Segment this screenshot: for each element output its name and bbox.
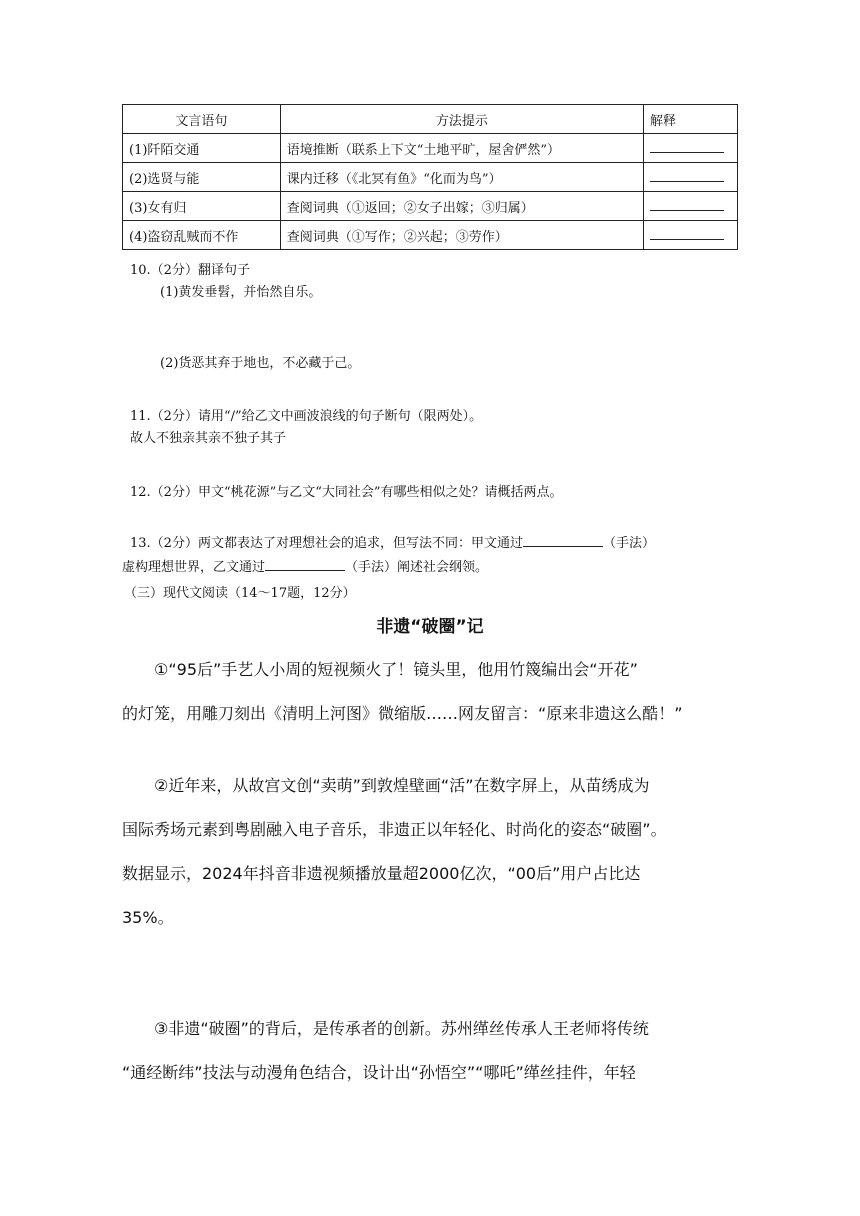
table-header-row: [123, 105, 738, 134]
paragraph-line: “通经断纬”技法与动漫角色结合，设计出“孙悟空”“哪吒”缂丝挂件，年轻: [122, 1063, 636, 1082]
article-paragraph-1: [122, 648, 742, 736]
answer-blank[interactable]: [650, 227, 724, 240]
question-12-stem: 12.（2分）甲文“桃花源”与乙文“大同社会”有哪些相似之处？请概括两点。: [130, 485, 563, 500]
question-13-part-1: 13.（2分）两文都表达了对理想社会的追求，但写法不同：甲文通过: [130, 536, 523, 551]
question-10-sentence-1: (1)黄发垂髫，并怡然自乐。: [160, 285, 322, 300]
table-header-explanation: 解释: [644, 105, 738, 134]
question-10-sentence-2: (2)货恶其弃于地也，不必藏于己。: [160, 356, 361, 371]
table-cell-answer: [644, 134, 738, 163]
question-13-line-1: [130, 532, 655, 551]
table-row: [123, 221, 738, 250]
article-paragraph-3: [122, 1007, 742, 1095]
vocabulary-table: [122, 104, 738, 250]
table-cell-hint: 课内迁移（《北冥有鱼》“化而为鸟”）: [280, 163, 643, 192]
article-paragraph-2: [122, 764, 742, 940]
paragraph-line: 的灯笼，用雕刀刻出《清明上河图》微缩版……网友留言：“原来非遗这么酷！”: [122, 704, 683, 723]
paragraph-line: ①“95后”手艺人小周的短视频火了！镜头里，他用竹篾编出会“开花”: [122, 660, 638, 679]
question-10-stem: 10.（2分）翻译句子: [130, 263, 250, 278]
table-header-hint: 方法提示: [280, 105, 643, 134]
question-13-part-3: 虚构理想世界，乙文通过: [122, 560, 266, 575]
answer-blank[interactable]: [265, 558, 345, 571]
table-cell-sentence: (2)选贤与能: [123, 163, 281, 192]
section-heading: （三）现代文阅读（14～17题，12分）: [124, 586, 356, 601]
paragraph-line: 35%。: [122, 908, 174, 927]
table-cell-hint: 查阅词典（①写作；②兴起；③劳作）: [280, 221, 643, 250]
answer-blank[interactable]: [650, 169, 724, 182]
paragraph-line: 国际秀场元素到粤剧融入电子音乐，非遗正以年轻化、时尚化的姿态“破圈”。: [122, 820, 667, 839]
article-title: 非遗“破圈”记: [376, 617, 484, 637]
table-cell-sentence: (1)阡陌交通: [123, 134, 281, 163]
table-cell-sentence: (4)盗窃乱贼而不作: [123, 221, 281, 250]
table-cell-hint: 查阅词典（①返回；②女子出嫁；③归属）: [280, 192, 643, 221]
paragraph-line: ②近年来，从故宫文创“卖萌”到敦煌壁画“活”在数字屏上，从苗绣成为: [122, 776, 650, 795]
question-11-sentence: 故人不独亲其亲不独子其子: [130, 431, 287, 446]
table-row: [123, 192, 738, 221]
table-cell-answer: [644, 163, 738, 192]
paragraph-line: 数据显示，2024年抖音非遗视频播放量超2000亿次，“00后”用户占比达: [122, 864, 641, 883]
answer-blank[interactable]: [650, 198, 724, 211]
question-13-line-2: [122, 556, 488, 575]
question-13-part-2: （手法）: [602, 536, 655, 551]
table-row: [123, 134, 738, 163]
paragraph-line: ③非遗“破圈”的背后，是传承者的创新。苏州缂丝传承人王老师将传统: [122, 1019, 649, 1038]
question-11-stem: 11.（2分）请用“/”给乙文中画波浪线的句子断句（限两处）。: [130, 409, 483, 424]
table-header-sentence: 文言语句: [123, 105, 281, 134]
question-13-part-4: （手法）阐述社会纲领。: [345, 560, 489, 575]
table-cell-hint: 语境推断（联系上下文“土地平旷，屋舍俨然”）: [280, 134, 643, 163]
answer-blank[interactable]: [650, 140, 724, 153]
table-cell-answer: [644, 192, 738, 221]
answer-blank[interactable]: [523, 534, 603, 547]
table-cell-sentence: (3)女有归: [123, 192, 281, 221]
table-row: [123, 163, 738, 192]
table-cell-answer: [644, 221, 738, 250]
